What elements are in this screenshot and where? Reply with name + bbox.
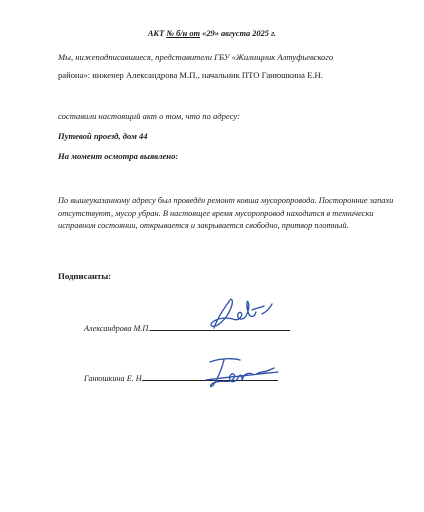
inspection-heading: На момент осмотра выявлено: bbox=[58, 151, 179, 161]
title-prefix: АКТ bbox=[147, 29, 167, 38]
findings-paragraph: По вышеуказанному адресу был проведён ремонт ковша мусоропровода. Посторонние запахи отсутствуют, мусор убран. В настоящее время мусоропровод находится в технически исправном состоянии, открывается и закрывается свободно, притвор плотный. bbox=[58, 196, 394, 231]
address: Путевой проезд, дом 44 bbox=[58, 131, 148, 141]
signature-2-image bbox=[200, 352, 290, 397]
intro-line-1: Мы, нижеподписавшиеся, представители ГБУ «Жилищник Алтуфьевского bbox=[58, 52, 334, 62]
title-number: № б/н от bbox=[166, 29, 201, 38]
compiled-line: составили настоящий акт о том, что по адресу: bbox=[58, 111, 240, 121]
signer-1-name: Александрова М.П. bbox=[84, 324, 151, 333]
title-date: «29» августа 2025 г. bbox=[200, 29, 277, 38]
act-title bbox=[0, 29, 424, 38]
signature-1-image bbox=[196, 288, 286, 338]
intro-line-2: района»: инженер Александрова М.П., начальник ПТО Ганюшкина Е.Н. bbox=[58, 70, 323, 80]
signers-heading: Подписанты: bbox=[58, 271, 112, 281]
signer-2-name: Ганюшкина Е. Н bbox=[84, 374, 142, 383]
